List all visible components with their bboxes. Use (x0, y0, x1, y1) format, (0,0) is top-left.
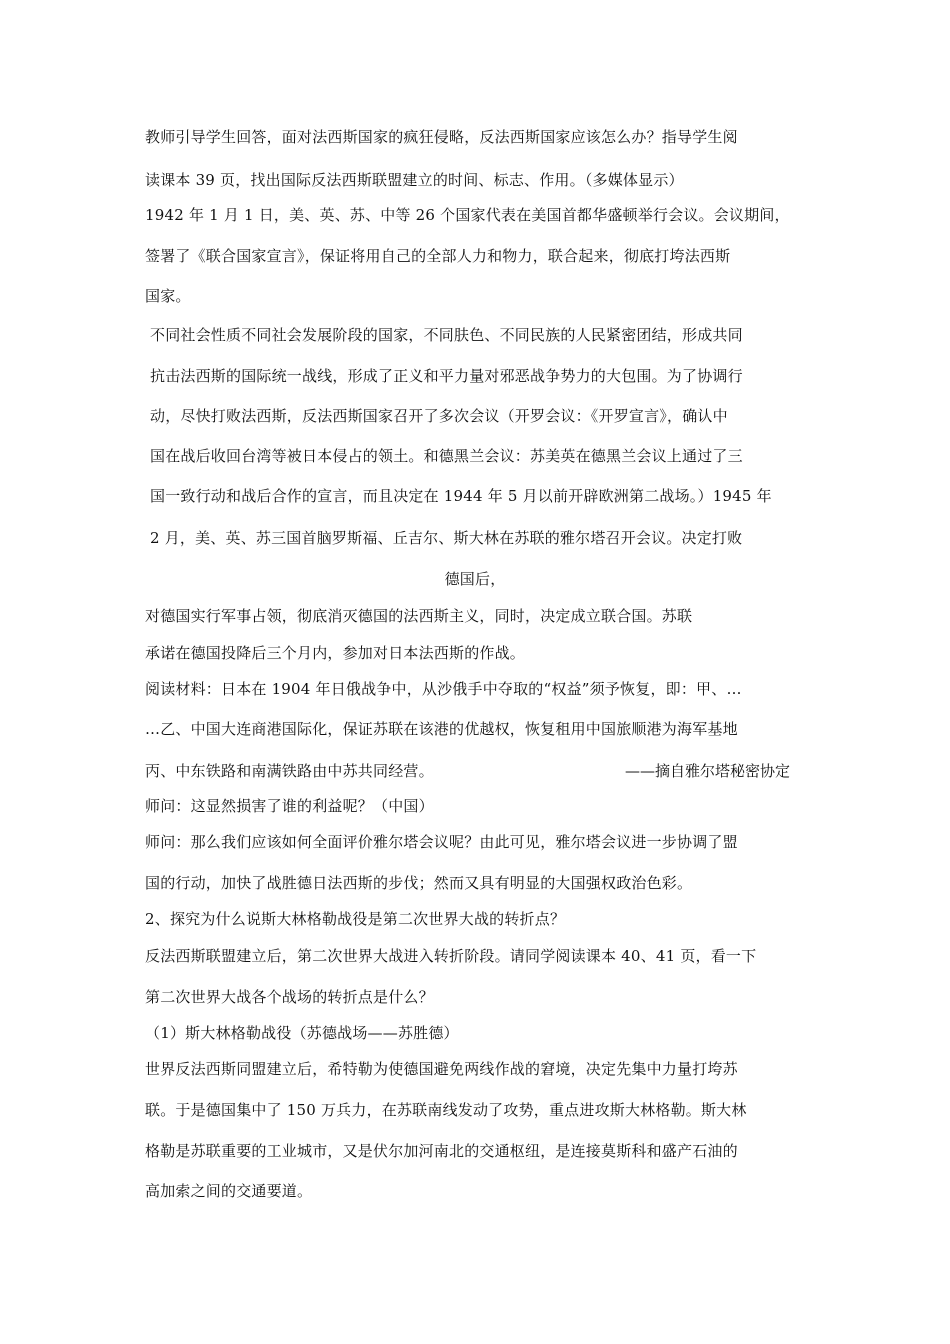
paragraph-line: 世界反法西斯同盟建立后，希特勒为使德国避免两线作战的窘境，决定先集中力量打垮苏 (145, 1060, 738, 1078)
paragraph-line: 教师引导学生回答，面对法西斯国家的疯狂侵略，反法西斯国家应该怎么办？指导学生阅 (145, 128, 738, 146)
paragraph-line: 反法西斯联盟建立后，第二次世界大战进入转折阶段。请同学阅读课本 40、41 页，看一下 (145, 947, 757, 965)
quote-source: ——摘自雅尔塔秘密协定 (625, 762, 791, 780)
paragraph-line: 国一致行动和战后合作的宣言，而且决定在 1944 年 5 月以前开辟欧洲第二战场。）1945 年 (150, 487, 772, 505)
paragraph-line: 阅读材料：日本在 1904 年日俄战争中，从沙俄手中夺取的“权益”须予恢复，即：甲、… (145, 680, 742, 698)
paragraph-line: 国的行动，加快了战胜德日法西斯的步伐；然而又具有明显的大国强权政治色彩。 (145, 874, 693, 892)
paragraph-line: 联。于是德国集中了 150 万兵力，在苏联南线发动了攻势，重点进攻斯大林格勒。斯大林 (145, 1101, 747, 1119)
paragraph-line: 国在战后收回台湾等被日本侵占的领土。和德黑兰会议：苏美英在德黑兰会议上通过了三 (150, 447, 743, 465)
paragraph-line: 读课本 39 页，找出国际反法西斯联盟建立的时间、标志、作用。（多媒体显示） (145, 171, 684, 189)
section-heading: 2、探究为什么说斯大林格勒战役是第二次世界大战的转折点？ (145, 910, 566, 928)
paragraph-line: 签署了《联合国家宣言》，保证将用自己的全部人力和物力，联合起来，彻底打垮法西斯 (145, 247, 731, 265)
paragraph-line: 第二次世界大战各个战场的转折点是什么？ (145, 988, 434, 1006)
paragraph-line: 师问：这显然损害了谁的利益呢？（中国） (145, 797, 434, 815)
paragraph-line: …乙、中国大连商港国际化，保证苏联在该港的优越权，恢复租用中国旅顺港为海军基地 (145, 720, 738, 738)
paragraph-line: 德国后， (444, 570, 506, 588)
paragraph-line: 对德国实行军事占领，彻底消灭德国的法西斯主义，同时，决定成立联合国。苏联 (145, 607, 693, 625)
subsection-heading: （1）斯大林格勒战役（苏德战场——苏胜德） (145, 1024, 459, 1042)
paragraph-line: 师问：那么我们应该如何全面评价雅尔塔会议呢？由此可见，雅尔塔会议进一步协调了盟 (145, 833, 738, 851)
paragraph-line: 2 月，美、英、苏三国首脑罗斯福、丘吉尔、斯大林在苏联的雅尔塔召开会议。决定打败 (150, 529, 743, 547)
paragraph-line: 国家。 (145, 287, 191, 305)
paragraph-line: 不同社会性质不同社会发展阶段的国家，不同肤色、不同民族的人民紧密团结，形成共同 (150, 326, 743, 344)
paragraph-line: 抗击法西斯的国际统一战线，形成了正义和平力量对邪恶战争势力的大包围。为了协调行 (150, 367, 743, 385)
paragraph-line: 高加索之间的交通要道。 (145, 1182, 313, 1200)
paragraph-line: 承诺在德国投降后三个月内，参加对日本法西斯的作战。 (145, 644, 526, 662)
paragraph-line: 动，尽快打败法西斯，反法西斯国家召开了多次会议（开罗会议：《开罗宣言》，确认中 (150, 407, 728, 425)
paragraph-line: 格勒是苏联重要的工业城市，又是伏尔加河南北的交通枢纽，是连接莫斯科和盛产石油的 (145, 1142, 738, 1160)
paragraph-line: 丙、中东铁路和南满铁路由中苏共同经营。 (145, 762, 434, 780)
paragraph-line: 1942 年 1 月 1 日，美、英、苏、中等 26 个国家代表在美国首都华盛顿举行会议。会议期间， (145, 206, 790, 224)
